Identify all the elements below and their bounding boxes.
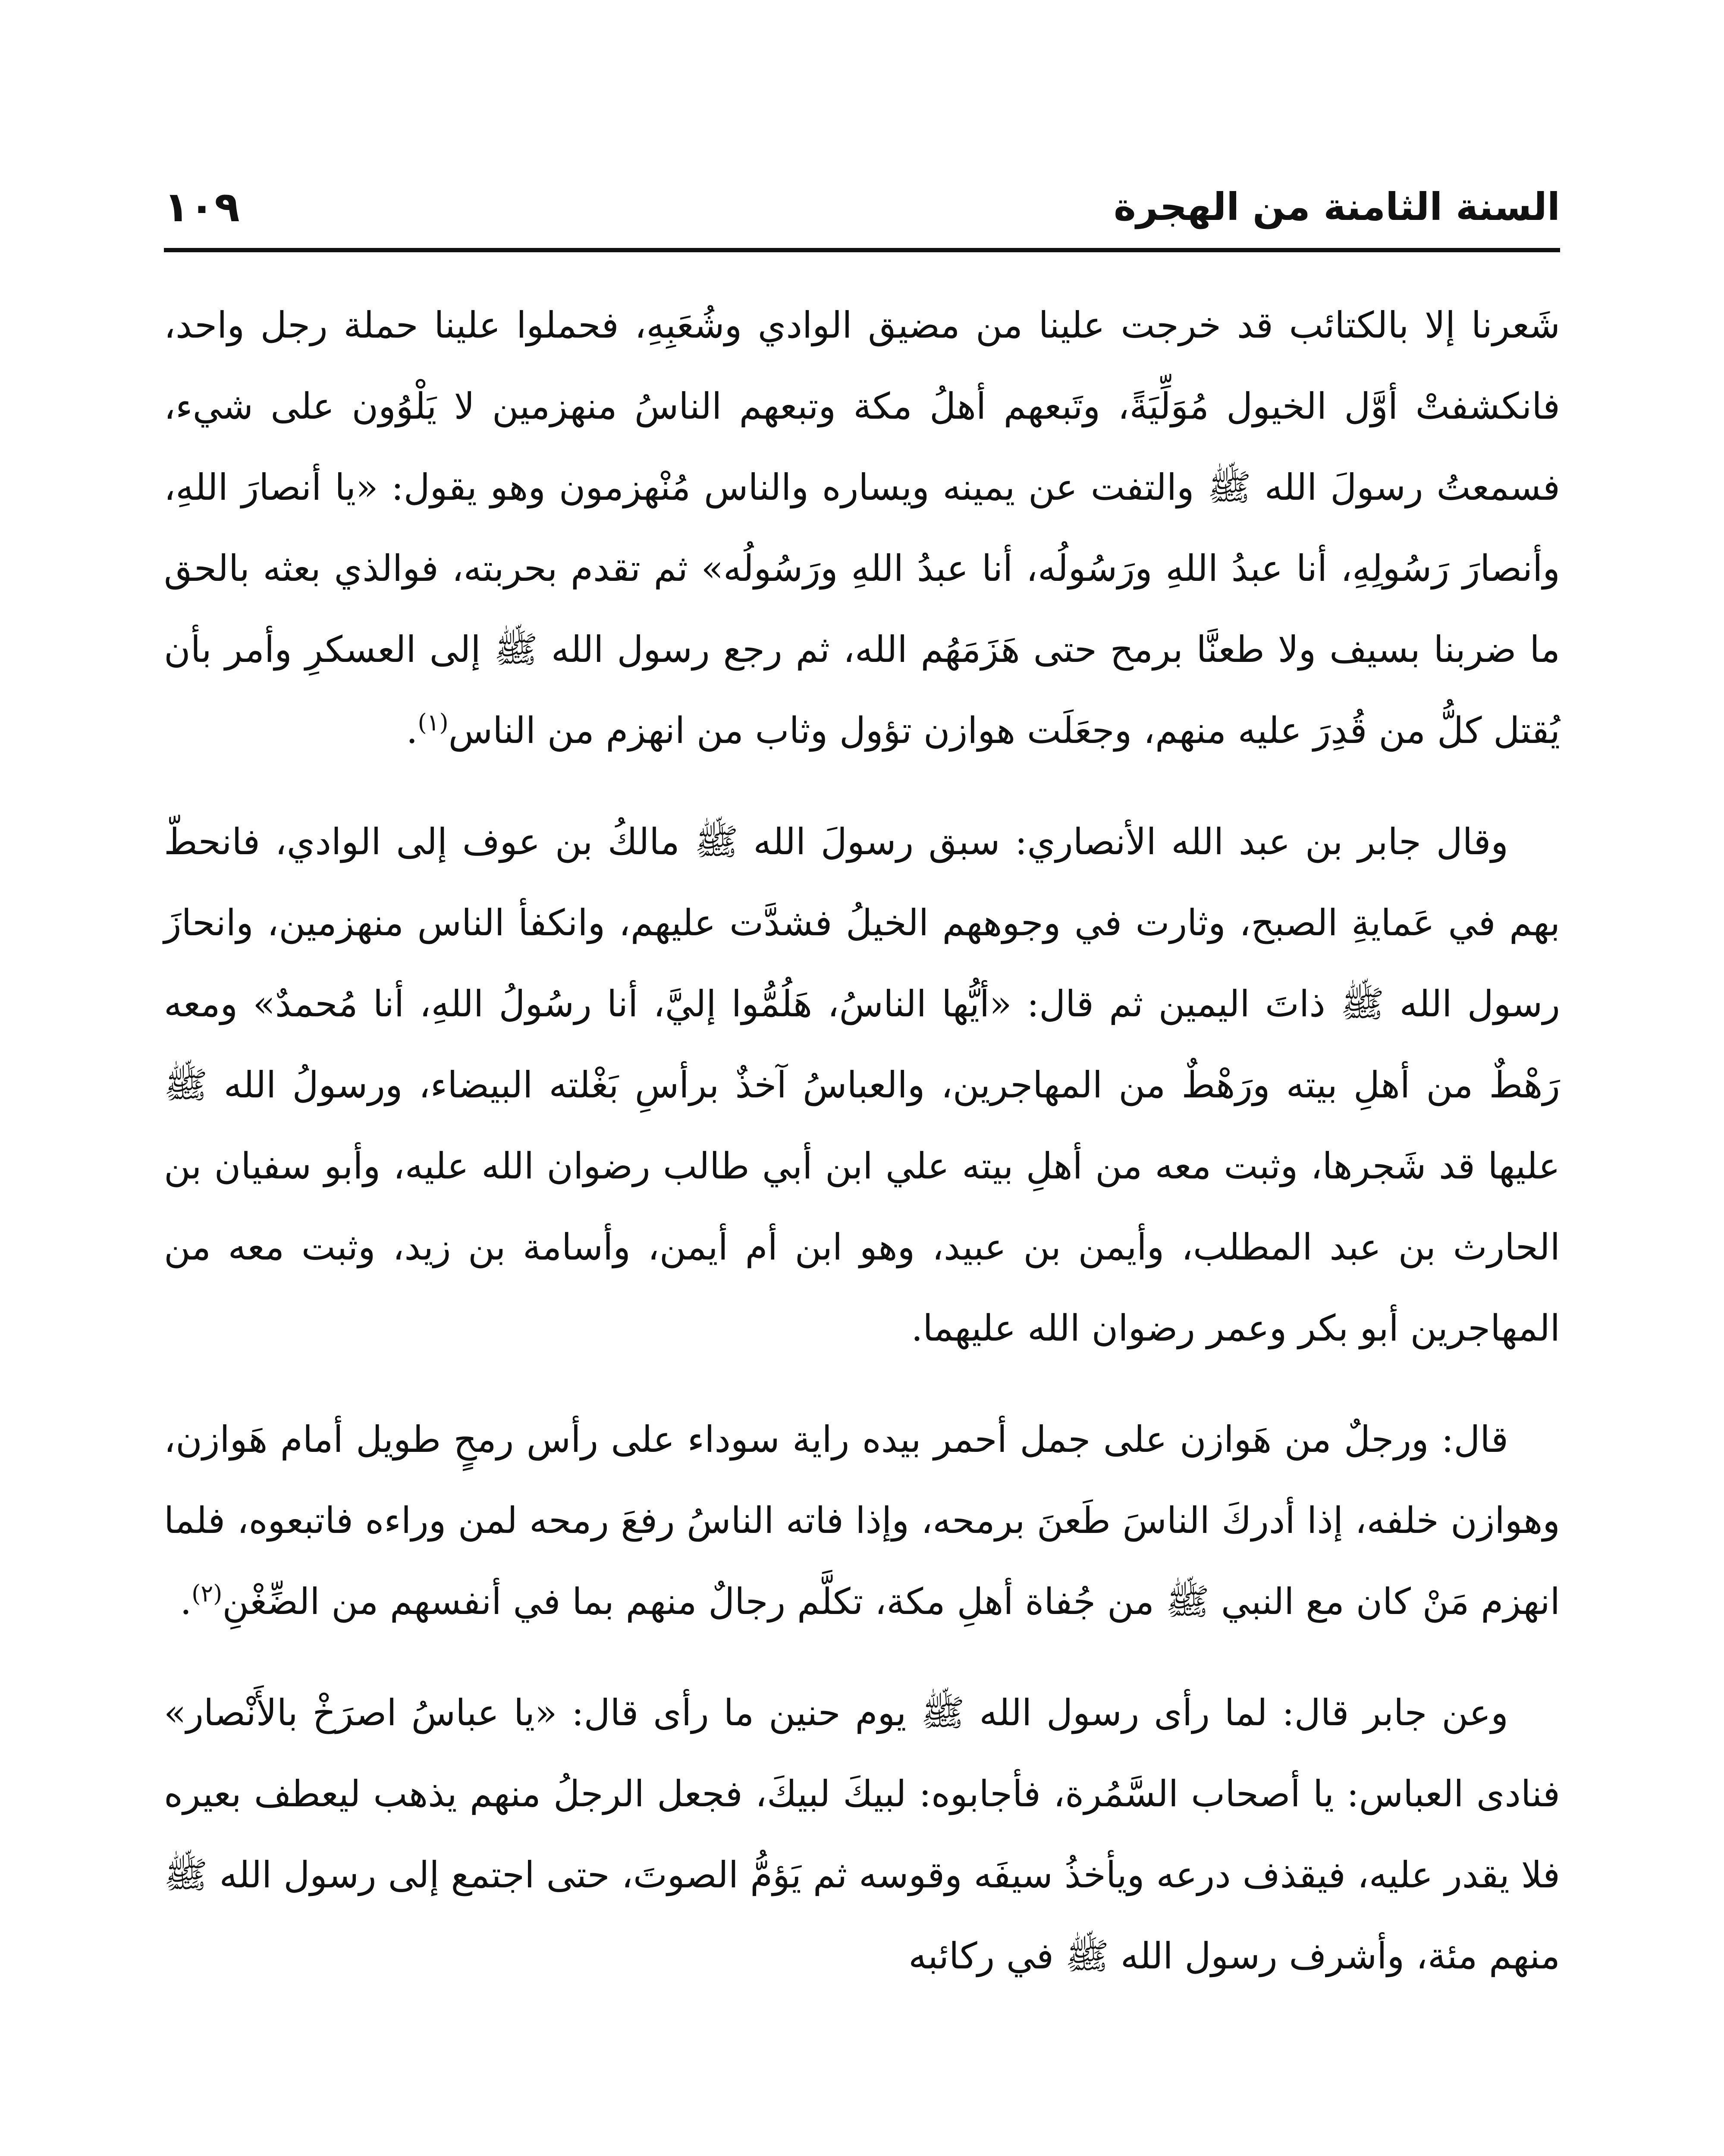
paragraph-text: قال: ورجلٌ من هَوازن على جمل أحمر بيده راية سوداء على رأس رمحٍ طويل أمام هَوازن، وهوازن خلفه، إذا أدركَ الناسَ طَعنَ برمحه، وإذا فاته الناسُ رفعَ رمحه لمن وراءه فاتبعوه، فلما انهزم مَنْ كان مع النبي ﷺ من جُفاة أهلِ مكة، تكلَّم رجالٌ منهم بما في أنفسهم من الضِّغْنِ [164, 1418, 1560, 1623]
paragraph-ending: . [406, 709, 418, 752]
page-number: ١٠٩ [164, 183, 240, 231]
chapter-title: السنة الثامنة من الهجرة [1114, 185, 1560, 229]
paragraph-ending: . [180, 1580, 192, 1623]
footnote-ref-2: (٢) [192, 1580, 223, 1607]
main-text [164, 285, 1560, 2027]
paragraph-2 [164, 801, 1560, 1369]
header-divider [164, 248, 1560, 252]
paragraph-4 [164, 1672, 1560, 1996]
paragraph-3 [164, 1399, 1560, 1642]
footnote-ref-1: (١) [418, 709, 449, 736]
paragraph-text: وعن جابر قال: لما رأى رسول الله ﷺ يوم حنين ما رأى قال: «يا عباسُ اصرَخْ بالأَنْصار» فنادى العباس: يا أصحاب السَّمُرة، فأجابوه: لبيكَ لبيكَ، فجعل الرجلُ منهم يذهب ليعطف بعيره فلا يقدر عليه، فيقذف درعه ويأخذُ سيفَه وقوسه ثم يَؤمُّ الصوتَ، حتى اجتمع إلى رسول الله ﷺ منهم مئة، وأشرف رسول الله ﷺ في ركائبه [164, 1692, 1560, 1977]
running-header [164, 164, 1560, 250]
paragraph-1 [164, 285, 1560, 771]
paragraph-text: وقال جابر بن عبد الله الأنصاري: سبق رسولَ الله ﷺ مالكُ بن عوف إلى الوادي، فانحطّ بهم في عَمايةِ الصبح، وثارت في وجوههم الخيلُ فشدَّت عليهم، وانكفأ الناس منهزمين، وانحازَ رسول الله ﷺ ذاتَ اليمين ثم قال: «أيُّها الناسُ، هَلُمُّوا إليَّ، أنا رسُولُ اللهِ، أنا مُحمدٌ» ومعه رَهْطٌ من أهلِ بيته ورَهْطٌ من المهاجرين، والعباسُ آخذٌ برأسِ بَغْلته البيضاء، ورسولُ الله ﷺ عليها قد شَجرها، وثبت معه من أهلِ بيته علي ابن أبي طالب رضوان الله عليه، وأبو سفيان بن الحارث بن عبد المطلب، وأيمن بن عبيد، وهو ابن أم أيمن، وأسامة بن زيد، وثبت معه من المهاجرين أبو بكر وعمر رضوان الله عليهما. [164, 821, 1561, 1349]
paragraph-text: شَعرنا إلا بالكتائب قد خرجت علينا من مضيق الوادي وشُعَبِهِ، فحملوا علينا حملة رجل واحد، فانكشفتْ أوَّل الخيول مُوَلِّيَةً، وتَبعهم أهلُ مكة وتبعهم الناسُ منهزمين لا يَلْوُون على شيء، فسمعتُ رسولَ الله ﷺ والتفت عن يمينه ويساره والناس مُنْهزمون وهو يقول: «يا أنصارَ اللهِ، وأنصارَ رَسُولِهِ، أنا عبدُ اللهِ ورَسُولُه، أنا عبدُ اللهِ ورَسُولُه» ثم تقدم بحربته، فوالذي بعثه بالحق ما ضربنا بسيف ولا طعنَّا برمح حتى هَزَمَهُم الله، ثم رجع رسول الله ﷺ إلى العسكرِ وأمر بأن يُقتل كلُّ من قُدِرَ عليه منهم، وجعَلَت هوازن تؤول وثاب من انهزم من الناس [164, 304, 1560, 752]
